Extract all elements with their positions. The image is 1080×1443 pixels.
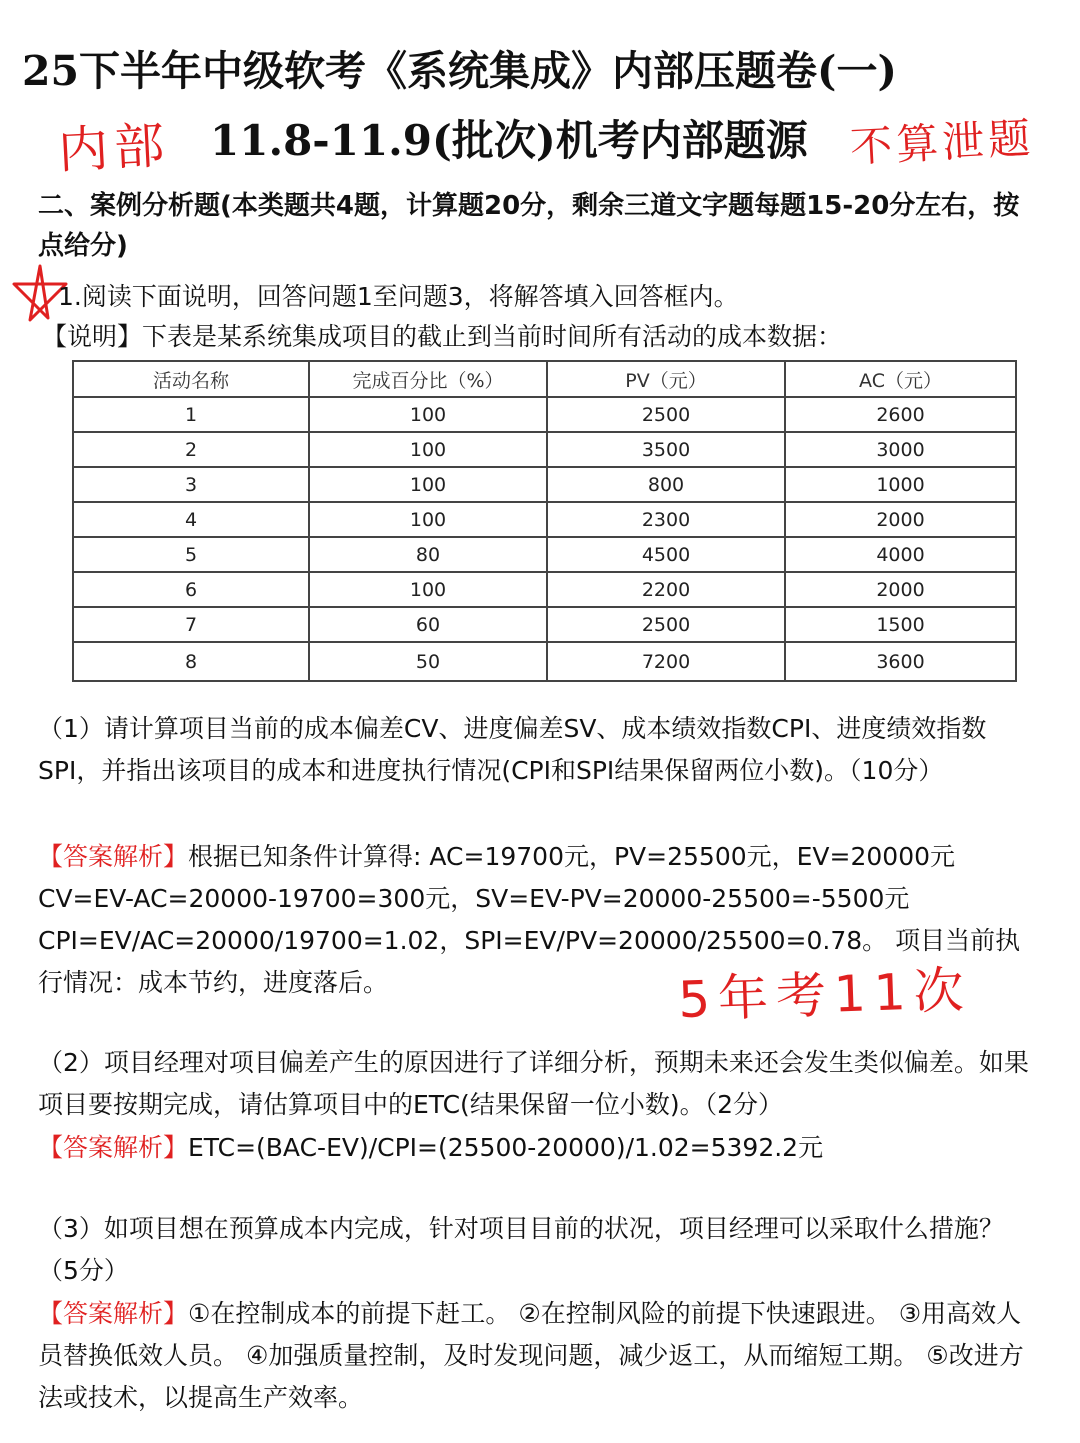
table-cell: 4 [73, 502, 309, 537]
column-header: 完成百分比（%） [309, 361, 547, 397]
table-row [73, 467, 1016, 502]
answer-3-text: ①在控制成本的前提下赶工。 ②在控制风险的前提下快速跟进。 ③用高效人员替换低效人员。 ④加强质量控制，及时发现问题，减少返工，从而缩短工期。 ⑤改进方法或技术，以提高生产效率。 [38, 1299, 1024, 1412]
page-subtitle: 11.8-11.9(批次)机考内部题源 [210, 116, 808, 165]
table-cell: 4500 [547, 537, 785, 572]
table-cell: 4000 [785, 537, 1016, 572]
handwritten-note-not-leak: 不算泄题 [848, 113, 1036, 172]
table-cell: 3 [73, 467, 309, 502]
answer-2 [38, 1127, 1038, 1169]
table-cell: 80 [309, 537, 547, 572]
answer-tag: 【答案解析】 [38, 1133, 189, 1162]
table-cell: 800 [547, 467, 785, 502]
table-row [73, 537, 1016, 572]
table-cell: 60 [309, 607, 547, 642]
table-cell: 2500 [547, 397, 785, 432]
question-1-text: （1）请计算项目当前的成本偏差CV、进度偏差SV、成本绩效指数CPI、进度绩效指数SPI，并指出该项目的成本和进度执行情况(CPI和SPI结果保留两位小数)。（10分） [38, 714, 987, 785]
table-cell: 7200 [547, 642, 785, 681]
question-2-text: （2）项目经理对项目偏差产生的原因进行了详细分析，预期未来还会发生类似偏差。如果项目要按期完成，请估算项目中的ETC(结果保留一位小数)。（2分） [38, 1048, 1029, 1119]
table-cell: 2000 [785, 572, 1016, 607]
question-intro: 1.阅读下面说明，回答问题1至问题3，将解答填入回答框内。 [58, 282, 739, 311]
table-cell: 5 [73, 537, 309, 572]
page-title: 25下半年中级软考《系统集成》内部压题卷(一) [22, 47, 897, 95]
table-cell: 7 [73, 607, 309, 642]
table-cell: 2600 [785, 397, 1016, 432]
table-cell: 3600 [785, 642, 1016, 681]
table-header-row [73, 361, 1016, 397]
answer-3 [38, 1293, 1038, 1419]
table-cell: 8 [73, 642, 309, 681]
table-cell: 100 [309, 572, 547, 607]
table-cell: 2000 [785, 502, 1016, 537]
table-cell: 50 [309, 642, 547, 681]
table-cell: 6 [73, 572, 309, 607]
handwritten-note-frequency: 5年考11次 [677, 960, 973, 1030]
table-cell: 100 [309, 397, 547, 432]
table-cell: 100 [309, 432, 547, 467]
answer-tag: 【答案解析】 [38, 1299, 189, 1328]
column-header: 活动名称 [73, 361, 309, 397]
table-cell: 1500 [785, 607, 1016, 642]
column-header: AC（元） [785, 361, 1016, 397]
table-row [73, 502, 1016, 537]
handwritten-note-internal: 内部 [56, 116, 172, 180]
table-cell: 3500 [547, 432, 785, 467]
answer-2-text: ETC=(BAC-EV)/CPI=(25500-20000)/1.02=5392.2元 [188, 1133, 824, 1162]
section-heading: 二、案例分析题(本类题共4题，计算题20分，剩余三道文字题每题15-20分左右，按点给分) [38, 191, 1020, 261]
table-cell: 100 [309, 502, 547, 537]
table-cell: 2500 [547, 607, 785, 642]
table-cell: 2300 [547, 502, 785, 537]
cost-data-table [72, 360, 1017, 682]
column-header: PV（元） [547, 361, 785, 397]
table-row [73, 397, 1016, 432]
table-row [73, 607, 1016, 642]
table-cell: 1000 [785, 467, 1016, 502]
explanation-text: 【说明】下表是某系统集成项目的截止到当前时间所有活动的成本数据： [42, 322, 843, 351]
table-row [73, 572, 1016, 607]
answer-1-text: 根据已知条件计算得: AC=19700元，PV=25500元，EV=20000元 CV=EV-AC=20000-19700=300元，SV=EV-PV=20000-25500=-5500元 CPI=EV/AC=20000/19700=1.02，SPI=EV/PV=20000/25500=0.78。 项目当前执行情况：成本节约，进度落后。 [38, 842, 1021, 997]
table-cell: 2 [73, 432, 309, 467]
table-row [73, 432, 1016, 467]
table-cell: 100 [309, 467, 547, 502]
table-row [73, 642, 1016, 681]
table-cell: 2200 [547, 572, 785, 607]
table-cell: 3000 [785, 432, 1016, 467]
question-3-text: （3）如项目想在预算成本内完成，针对项目目前的状况，项目经理可以采取什么措施？（5分） [38, 1214, 1004, 1285]
table-cell: 1 [73, 397, 309, 432]
answer-tag: 【答案解析】 [38, 842, 189, 871]
